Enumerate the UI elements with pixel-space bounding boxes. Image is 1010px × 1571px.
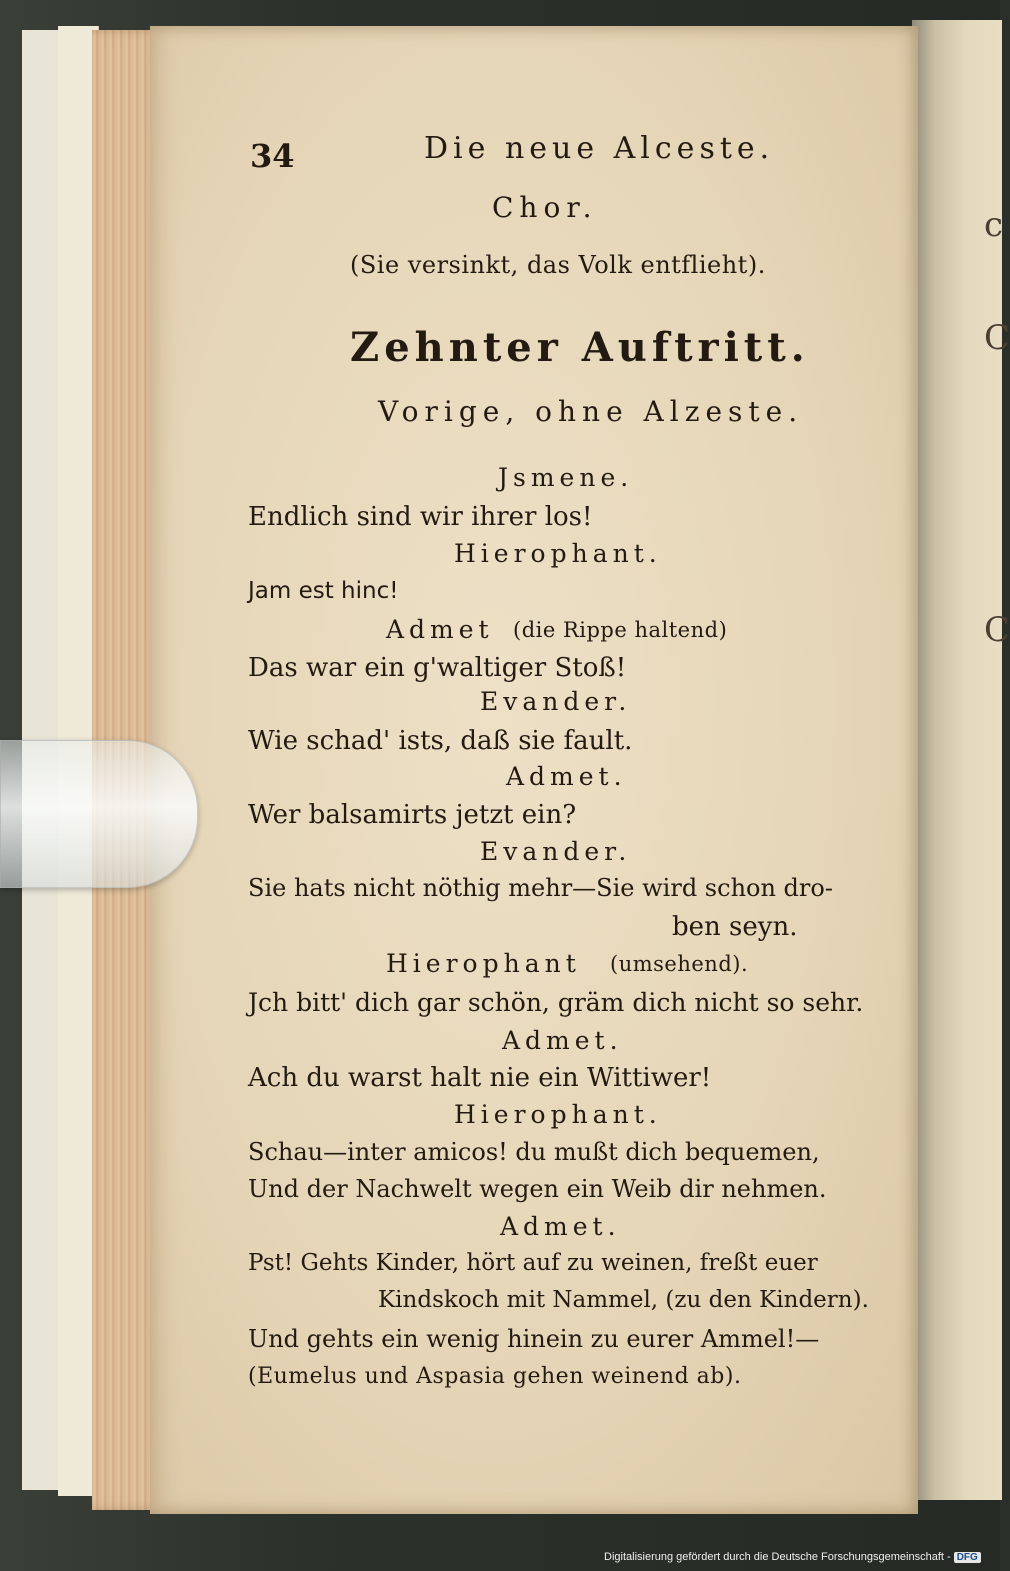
dialogue-line: Wer balsamirts jetzt ein? bbox=[248, 800, 577, 830]
dialogue-line: Kindskoch mit Nammel, (zu den Kindern). bbox=[378, 1287, 869, 1313]
funding-footer bbox=[604, 1551, 981, 1563]
dialogue-line: Endlich sind wir ihrer los! bbox=[248, 502, 593, 532]
dialogue-line: Ach du warst halt nie ein Wittiwer! bbox=[248, 1063, 712, 1093]
stage-direction: (Eumelus und Aspasia gehen weinend ab). bbox=[248, 1364, 742, 1389]
speaker-name: Hierophant. bbox=[454, 539, 662, 568]
dialogue-line: Schau—inter amicos! du mußt dich bequemen, bbox=[248, 1138, 820, 1166]
dfg-logo-icon: DFG bbox=[954, 1552, 981, 1563]
page-clip bbox=[0, 740, 198, 888]
speaker-name: Jsmene. bbox=[498, 463, 634, 492]
stage-direction: (umsehend). bbox=[610, 952, 749, 976]
speaker-name: Admet. bbox=[500, 1212, 621, 1241]
dialogue-line: Sie hats nicht nöthig mehr—Sie wird schon dro- bbox=[248, 874, 833, 902]
dialogue-line: Und der Nachwelt wegen ein Weib dir nehmen. bbox=[248, 1175, 827, 1203]
footer-text: Digitalisierung gefördert durch die Deutsche Forschungsgemeinschaft - bbox=[604, 1551, 951, 1563]
stage-direction: (die Rippe haltend) bbox=[513, 618, 728, 642]
facing-page-glyph: C bbox=[984, 318, 1010, 358]
speaker-name: Hierophant. bbox=[454, 1100, 662, 1129]
dialogue-line: Pst! Gehts Kinder, hört auf zu weinen, freßt euer bbox=[248, 1250, 818, 1276]
stage-direction: (Sie versinkt, das Volk entflieht). bbox=[350, 251, 766, 279]
scene-heading: Zehnter Auftritt. bbox=[350, 324, 810, 371]
speaker-name: Admet bbox=[386, 615, 494, 644]
dialogue-line: Jch bitt' dich gar schön, gräm dich nicht so sehr. bbox=[248, 988, 864, 1017]
scene-cast: Vorige, ohne Alzeste. bbox=[378, 395, 804, 428]
dialogue-line: Jam est hinc! bbox=[248, 578, 399, 604]
running-title: Die neue Alceste. bbox=[424, 131, 775, 166]
page-number: 34 bbox=[250, 137, 295, 175]
facing-page-glyph: c bbox=[984, 205, 1004, 245]
dialogue-line: ben seyn. bbox=[672, 912, 798, 942]
facing-page-glyph: C bbox=[984, 610, 1010, 650]
dialogue-line: Wie schad' ists, daß sie fault. bbox=[248, 726, 633, 756]
speaker-name: Hierophant bbox=[386, 949, 581, 978]
speaker-chor: Chor. bbox=[492, 191, 598, 224]
speaker-name: Admet. bbox=[506, 762, 627, 791]
dialogue-line: Das war ein g'waltiger Stoß! bbox=[248, 653, 627, 683]
speaker-name: Evander. bbox=[480, 837, 632, 866]
speaker-name: Evander. bbox=[480, 687, 632, 716]
dialogue-line: Und gehts ein wenig hinein zu eurer Ammel!— bbox=[248, 1325, 820, 1353]
speaker-name: Admet. bbox=[502, 1026, 623, 1055]
